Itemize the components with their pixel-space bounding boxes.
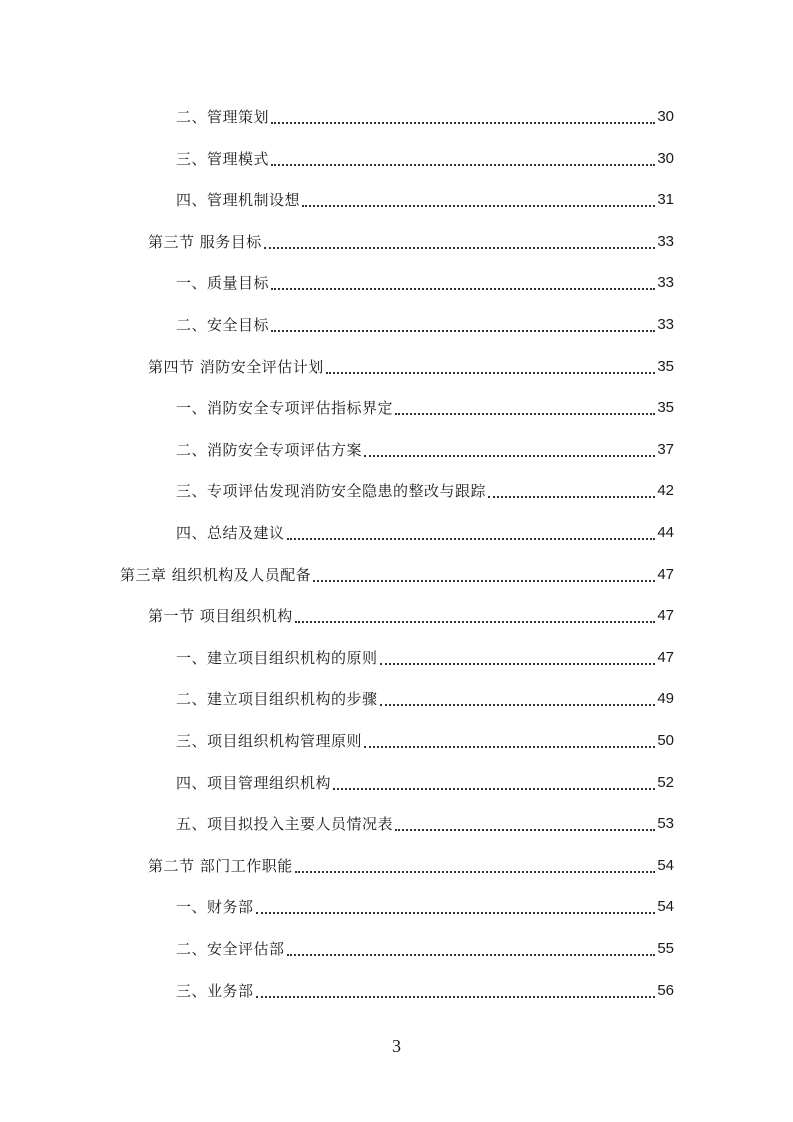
toc-entry[interactable] [176, 936, 674, 962]
toc-entry[interactable] [176, 811, 674, 837]
toc-entry[interactable] [176, 146, 674, 172]
toc-entry-page: 47 [657, 648, 674, 666]
toc-entry-page: 49 [657, 690, 674, 708]
toc-entry-page: 30 [657, 149, 674, 167]
toc-entry-title: 三、业务部 [176, 981, 254, 1000]
toc-entry[interactable] [148, 229, 674, 255]
dot-leader [302, 187, 655, 213]
toc-entry-page: 53 [657, 815, 674, 833]
toc-entry[interactable] [176, 770, 674, 796]
dot-leader [395, 395, 655, 421]
toc-entry[interactable] [176, 978, 674, 1004]
toc-entry-title: 一、建立项目组织机构的原则 [176, 648, 378, 667]
dot-leader [488, 478, 655, 504]
toc-entry[interactable] [148, 354, 674, 380]
toc-entry-title: 二、建立项目组织机构的步骤 [176, 690, 378, 709]
toc-entry-title: 四、项目管理组织机构 [176, 773, 332, 792]
toc-entry-title: 第一节 项目组织机构 [148, 607, 293, 626]
toc-entry-page: 35 [657, 399, 674, 417]
toc-entry-page: 35 [657, 357, 674, 375]
dot-leader [295, 853, 656, 879]
toc-entry[interactable] [120, 562, 674, 588]
toc-entry-title: 一、质量目标 [176, 274, 270, 293]
dot-leader [271, 146, 655, 172]
toc-entry-title: 一、财务部 [176, 898, 254, 917]
toc-entry-page: 33 [657, 316, 674, 333]
toc-entry[interactable] [176, 104, 674, 130]
dot-leader [380, 686, 656, 712]
toc-entry[interactable] [176, 312, 674, 338]
toc-entry-title: 四、总结及建议 [176, 524, 285, 542]
dot-leader [271, 270, 655, 296]
toc-entry[interactable] [176, 728, 674, 754]
toc-entry-title: 二、安全评估部 [176, 940, 285, 958]
toc-entry[interactable] [148, 853, 674, 879]
toc-entry-title: 第四节 消防安全评估计划 [148, 357, 324, 376]
page-number: 3 [392, 1036, 401, 1056]
dot-leader [364, 728, 655, 754]
toc-entry-page: 54 [657, 898, 674, 916]
toc-entry-page: 55 [657, 940, 674, 957]
toc-entry-title: 三、项目组织机构管理原则 [176, 732, 363, 750]
dot-leader [313, 562, 655, 588]
toc-entry[interactable] [176, 187, 674, 213]
toc-entry-title: 三、管理模式 [176, 149, 270, 168]
dot-leader [333, 770, 655, 796]
dot-leader [380, 645, 656, 671]
toc-entry-page: 33 [657, 274, 674, 292]
dot-leader [256, 978, 656, 1004]
dot-leader [256, 894, 656, 920]
toc-entry-page: 47 [657, 607, 674, 625]
toc-entry-page: 47 [657, 565, 674, 583]
toc-entry[interactable] [176, 645, 674, 671]
toc-entry-page: 56 [657, 981, 674, 999]
dot-leader [271, 312, 655, 338]
dot-leader [287, 520, 656, 546]
dot-leader [287, 936, 656, 962]
toc-entry[interactable] [176, 478, 674, 504]
toc-entry-title: 三、专项评估发现消防安全隐患的整改与跟踪 [176, 482, 487, 501]
toc-entry-title: 第三章 组织机构及人员配备 [120, 565, 312, 584]
dot-leader [326, 354, 656, 380]
toc-entry-page: 30 [657, 108, 674, 125]
toc-entry-title: 二、管理策划 [176, 108, 270, 126]
toc-entry[interactable] [148, 603, 674, 629]
toc-entry-title: 一、消防安全专项评估指标界定 [176, 399, 394, 418]
dot-leader [364, 437, 655, 463]
toc-entry[interactable] [176, 520, 674, 546]
toc-entry-title: 五、项目拟投入主要人员情况表 [176, 815, 394, 834]
toc-entry-page: 50 [657, 732, 674, 749]
toc-entry-title: 二、安全目标 [176, 316, 270, 334]
dot-leader [271, 104, 655, 130]
toc-entry-page: 44 [657, 524, 674, 541]
dot-leader [264, 229, 656, 255]
toc-entry-title: 二、消防安全专项评估方案 [176, 440, 363, 459]
toc-entry[interactable] [176, 395, 674, 421]
toc-entry-page: 52 [657, 773, 674, 791]
dot-leader [395, 811, 655, 837]
dot-leader [295, 603, 656, 629]
toc-entry-title: 第三节 服务目标 [148, 232, 262, 251]
toc-entry-page: 31 [657, 191, 674, 209]
toc-entry[interactable] [176, 894, 674, 920]
toc-entry[interactable] [176, 270, 674, 296]
toc-entry-page: 33 [657, 232, 674, 250]
toc-entry-page: 42 [657, 482, 674, 500]
toc-entry[interactable] [176, 686, 674, 712]
toc-entry-page: 54 [657, 856, 674, 874]
toc-entry[interactable] [176, 437, 674, 463]
toc-entry-title: 四、管理机制设想 [176, 191, 301, 210]
toc-entry-page: 37 [657, 440, 674, 458]
toc-entry-title: 第二节 部门工作职能 [148, 856, 293, 875]
